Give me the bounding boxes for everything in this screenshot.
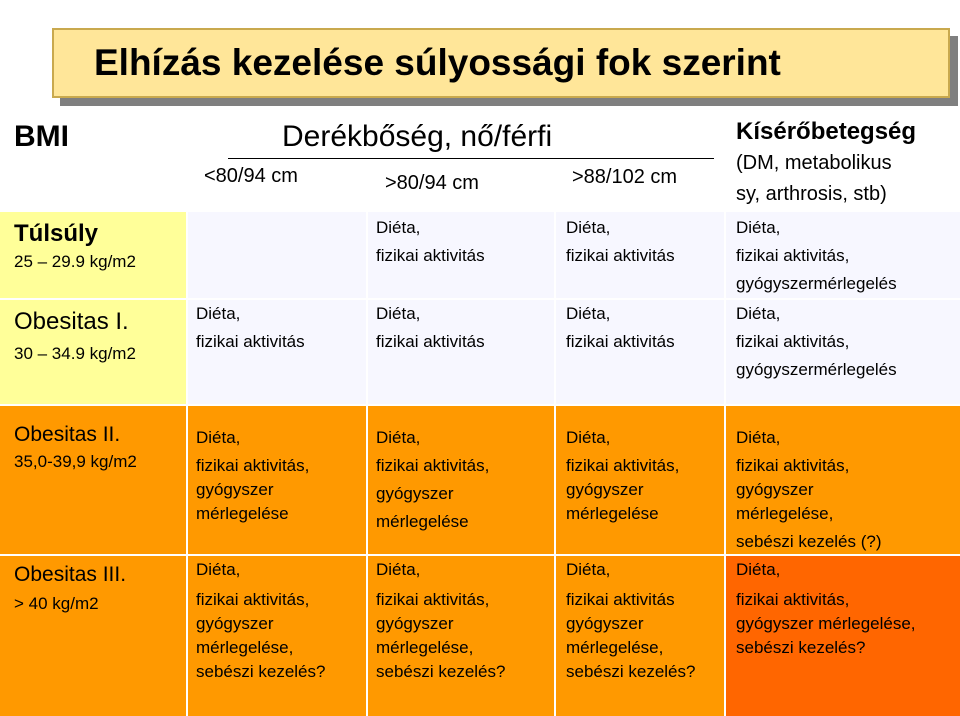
- row-label-ob2-range: 35,0-39,9 kg/m2: [14, 452, 137, 471]
- cell-line: fizikai aktivitás,: [566, 456, 680, 475]
- cell-line: gyógyszer mérlegelése,: [736, 614, 916, 633]
- cell-line: mérlegelése,: [736, 504, 834, 523]
- cell-line: sebészi kezelés?: [196, 662, 326, 681]
- cell-line: sebészi kezelés?: [566, 662, 696, 681]
- cell-line: Diéta,: [376, 304, 421, 323]
- col-separator: [724, 212, 726, 716]
- row-label-ob3-name: Obesitas III.: [14, 563, 127, 586]
- cell-ob3-comorb: [736, 558, 916, 660]
- cell-line: Diéta,: [376, 560, 421, 579]
- col-separator: [366, 212, 368, 716]
- row-label-ob3-range: > 40 kg/m2: [14, 594, 99, 613]
- cell-line: gyógyszer: [376, 614, 454, 633]
- row-label-tulsuly: [14, 218, 136, 272]
- cell-line: sebészi kezelés (?): [736, 532, 882, 551]
- cell-line: gyógyszermérlegelés: [736, 274, 897, 293]
- header-col1: <80/94 cm: [204, 165, 298, 187]
- col-separator: [554, 212, 556, 716]
- cell-line: Diéta,: [566, 218, 611, 237]
- cell-ob1-comorb: [736, 300, 897, 384]
- row-label-ob1-range: 30 – 34.9 kg/m2: [14, 344, 136, 363]
- cell-line: gyógyszer: [196, 614, 274, 633]
- row-label-ob2: [14, 422, 137, 472]
- cell-line: mérlegelése: [196, 504, 289, 523]
- header-comorbidity-sub-2: sy, arthrosis, stb): [736, 183, 887, 205]
- cell-line: mérlegelése,: [566, 638, 664, 657]
- cell-line: mérlegelése: [376, 512, 469, 531]
- row-label-tulsuly-range: 25 – 29.9 kg/m2: [14, 252, 136, 271]
- cell-line: Diéta,: [196, 560, 241, 579]
- cell-line: Diéta,: [196, 304, 241, 323]
- cell-ob3-col3: [566, 558, 695, 684]
- cell-ob2-col2: [376, 424, 489, 536]
- cell-line: mérlegelése: [566, 504, 659, 523]
- cell-line: fizikai aktivitás,: [196, 590, 310, 609]
- cell-line: sebészi kezelés?: [376, 662, 506, 681]
- cell-line: Diéta,: [566, 304, 611, 323]
- row-label-ob3: [14, 562, 126, 614]
- header-waist: [200, 114, 720, 160]
- cell-line: gyógyszer: [566, 480, 644, 499]
- header-col3: >88/102 cm: [572, 166, 678, 188]
- cell-line: gyógyszermérlegelés: [736, 360, 897, 379]
- cell-line: mérlegelése,: [196, 638, 294, 657]
- cell-line: gyógyszer: [376, 484, 454, 503]
- header-bmi: BMI: [14, 120, 69, 153]
- header-waist-underline: [228, 158, 714, 159]
- header-col2: >80/94 cm: [385, 172, 479, 194]
- cell-line: Diéta,: [736, 304, 781, 323]
- cell-tulsuly-col3: [566, 214, 675, 270]
- title-box: [52, 28, 950, 98]
- cell-tulsuly-comorb: [736, 214, 897, 298]
- cell-line: fizikai aktivitás,: [736, 246, 850, 265]
- cell-ob1-col3: [566, 300, 675, 356]
- cell-line: fizikai aktivitás: [376, 246, 485, 265]
- row-label-ob1-name: Obesitas I.: [14, 308, 129, 335]
- cell-line: fizikai aktivitás,: [736, 456, 850, 475]
- row-label-tulsuly-name: Túlsúly: [14, 220, 99, 247]
- cell-line: fizikai aktivitás,: [736, 590, 850, 609]
- cell-line: Diéta,: [196, 428, 241, 447]
- cell-line: Diéta,: [566, 560, 611, 579]
- header-comorbidity: [736, 118, 916, 210]
- cell-line: mérlegelése,: [376, 638, 474, 657]
- cell-line: fizikai aktivitás,: [376, 456, 490, 475]
- cell-line: Diéta,: [736, 560, 781, 579]
- cell-ob3-col2: [376, 558, 505, 684]
- cell-ob2-comorb: [736, 424, 882, 556]
- col-separator: [186, 212, 188, 716]
- row-label-ob2-name: Obesitas II.: [14, 423, 121, 446]
- cell-line: fizikai aktivitás,: [736, 332, 850, 351]
- cell-ob2-col1: [196, 424, 309, 528]
- header-waist-title: Derékbőség, nő/férfi: [282, 120, 553, 153]
- cell-line: gyógyszer: [736, 480, 814, 499]
- cell-line: fizikai aktivitás: [376, 332, 485, 351]
- cell-line: gyógyszer: [196, 480, 274, 499]
- cell-line: fizikai aktivitás: [566, 246, 675, 265]
- cell-line: sebészi kezelés?: [736, 638, 866, 657]
- row-label-ob1: [14, 306, 136, 364]
- cell-line: fizikai aktivitás: [196, 332, 305, 351]
- header-comorbidity-title: Kísérőbetegség: [736, 118, 917, 145]
- cell-line: Diéta,: [736, 218, 781, 237]
- row-separator: [0, 404, 960, 406]
- cell-line: fizikai aktivitás: [566, 590, 675, 609]
- cell-ob1-col2: [376, 300, 485, 356]
- cell-line: Diéta,: [566, 428, 611, 447]
- page-title: Elhízás kezelése súlyossági fok szerint: [94, 42, 781, 83]
- cell-line: Diéta,: [376, 428, 421, 447]
- cell-line: fizikai aktivitás,: [376, 590, 490, 609]
- cell-tulsuly-col2: [376, 214, 485, 270]
- header-comorbidity-sub-1: (DM, metabolikus: [736, 152, 892, 174]
- cell-line: fizikai aktivitás: [566, 332, 675, 351]
- cell-ob2-col3: [566, 424, 679, 528]
- cell-line: Diéta,: [376, 218, 421, 237]
- cell-line: Diéta,: [736, 428, 781, 447]
- cell-ob3-col1: [196, 558, 325, 684]
- cell-line: gyógyszer: [566, 614, 644, 633]
- cell-ob1-col1: [196, 300, 305, 356]
- cell-line: fizikai aktivitás,: [196, 456, 310, 475]
